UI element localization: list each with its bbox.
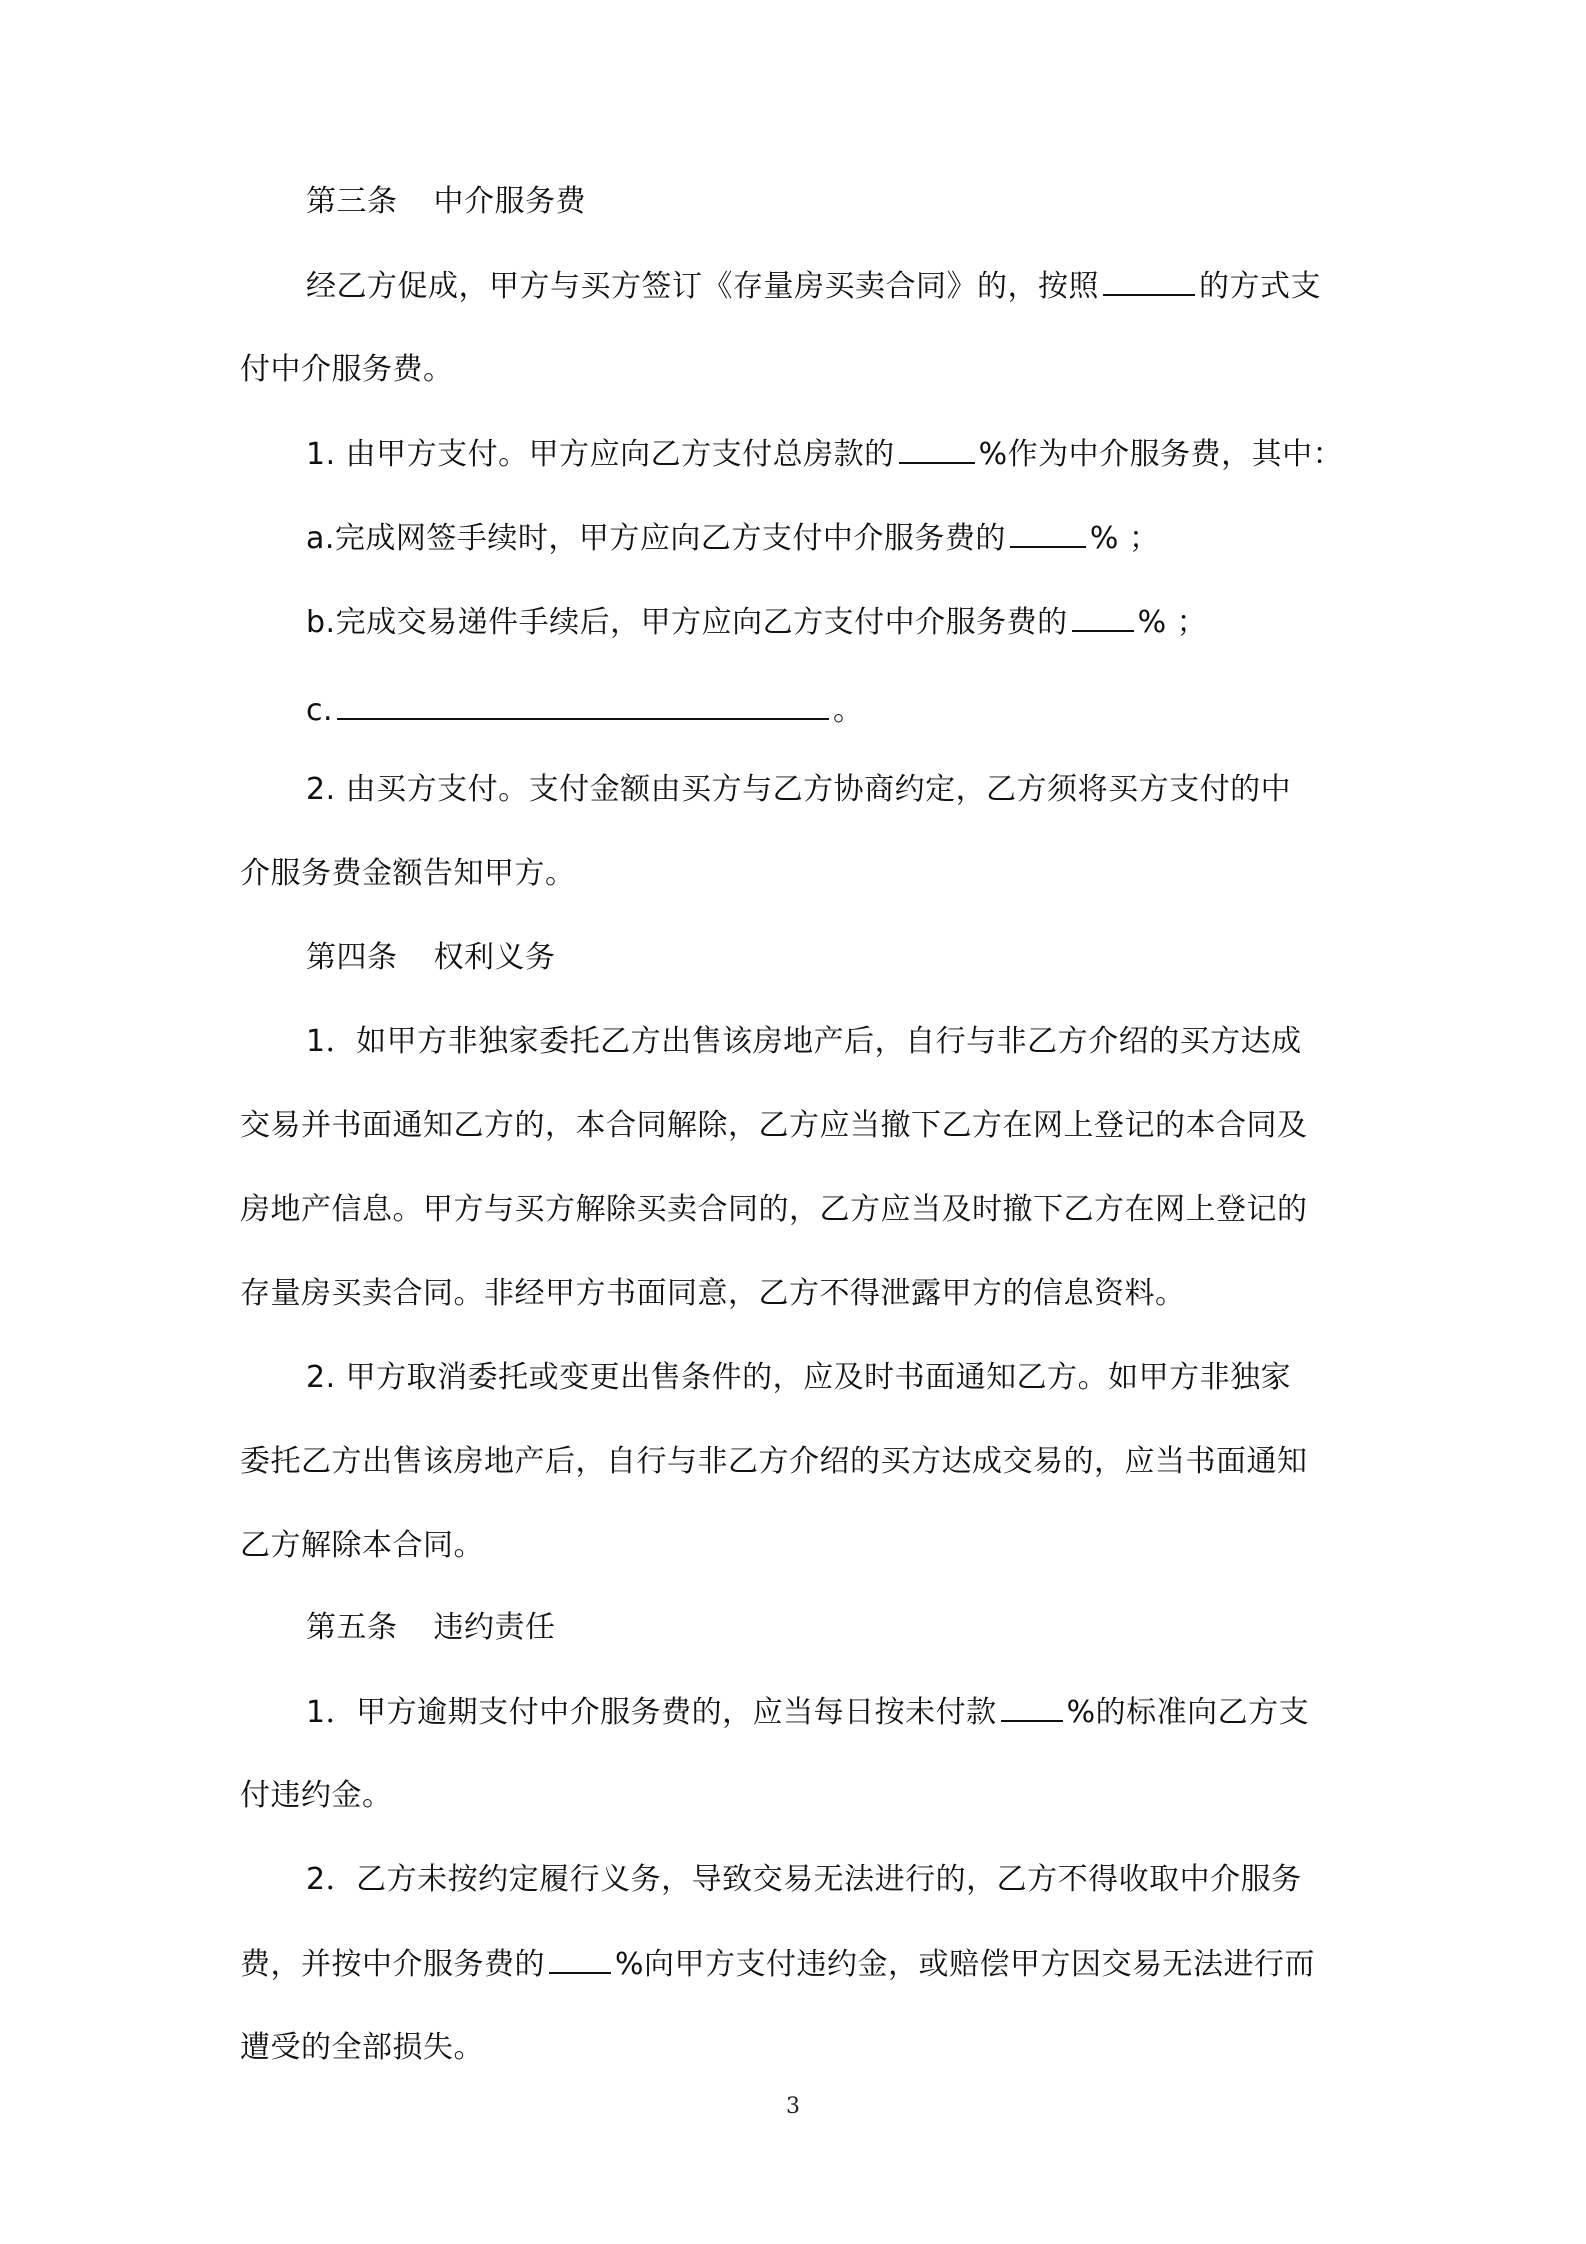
article4-item2-line2: 委托乙方出售该房地产后，自行与非乙方介绍的买方达成交易的，应当书面通知	[240, 1444, 1308, 1479]
text-segment: 1．甲方逾期支付中介服务费的，应当每日按未付款	[306, 1695, 997, 1730]
fill-blank-daily-percent	[1001, 1690, 1063, 1722]
text-segment: b.完成交易递件手续后，甲方应向乙方支付中介服务费的	[306, 605, 1068, 640]
text-segment: a.完成网签手续时，甲方应向乙方支付中介服务费的	[306, 521, 1006, 556]
text-segment: 的方式支	[1199, 269, 1321, 304]
text-segment: %向甲方支付违约金，或赔偿甲方因交易无法进行而	[615, 1947, 1316, 1982]
article5-item1-line1	[306, 1690, 1350, 1735]
fill-blank-a-percent	[1010, 516, 1086, 548]
article5-heading	[306, 1606, 1350, 1650]
fill-blank-b-percent	[1072, 600, 1134, 632]
article4-item1-line3: 房地产信息。甲方与买方解除买卖合同的，乙方应当及时撤下乙方在网上登记的	[240, 1192, 1308, 1227]
fill-blank-c	[337, 688, 829, 720]
article4-item2-line1: 2. 甲方取消委托或变更出售条件的，应及时书面通知乙方。如甲方非独家	[306, 1360, 1292, 1395]
text-segment: %的标准向乙方支	[1066, 1695, 1310, 1730]
article5-item2-line2	[240, 1942, 1350, 1987]
article3-item1	[306, 432, 1350, 477]
article3-item-a	[306, 516, 1350, 561]
article3-paragraph1-line1	[306, 264, 1350, 309]
article5-item2-line1: 2．乙方未按约定履行义务，导致交易无法进行的，乙方不得收取中介服务	[306, 1862, 1302, 1897]
article5-item2-line3: 遭受的全部损失。	[240, 2030, 484, 2065]
article4-item1-line4: 存量房买卖合同。非经甲方书面同意，乙方不得泄露甲方的信息资料。	[240, 1276, 1186, 1311]
article3-number: 第三条	[306, 184, 398, 219]
article3-item2-line2: 介服务费金额告知甲方。	[240, 856, 576, 891]
text-segment: 经乙方促成，甲方与买方签订《存量房买卖合同》的，按照	[306, 269, 1099, 304]
article3-heading	[306, 180, 1350, 224]
text-segment: %作为中介服务费，其中：	[978, 437, 1344, 472]
article3-item-b	[306, 600, 1350, 645]
article4-item1-line1: 1．如甲方非独家委托乙方出售该房地产后，自行与非乙方介绍的买方达成	[306, 1024, 1302, 1059]
article4-title: 权利义务	[433, 940, 556, 975]
text-segment: 费，并按中介服务费的	[240, 1947, 545, 1982]
text-segment: % ；	[1089, 521, 1160, 556]
article4-item1-line2: 交易并书面通知乙方的，本合同解除，乙方应当撤下乙方在网上登记的本合同及	[240, 1108, 1308, 1143]
article4-item2-line3: 乙方解除本合同。	[240, 1528, 484, 1563]
article5-number: 第五条	[306, 1610, 398, 1645]
article3-item2-line1: 2. 由买方支付。支付金额由买方与乙方协商约定，乙方须将买方支付的中	[306, 772, 1292, 807]
page-number: 3	[786, 2094, 800, 2119]
fill-blank-payment-method	[1103, 264, 1195, 296]
fill-blank-penalty-percent	[549, 1942, 611, 1974]
article5-item1-line2: 付违约金。	[240, 1778, 393, 1813]
article5-title: 违约责任	[433, 1610, 556, 1645]
text-segment: 。	[833, 693, 864, 728]
text-segment: % ；	[1137, 605, 1208, 640]
fill-blank-total-percent	[899, 432, 975, 464]
text-segment: 1. 由甲方支付。甲方应向乙方支付总房款的	[306, 437, 895, 472]
article4-heading	[306, 936, 1350, 980]
article3-paragraph1-line2: 付中介服务费。	[240, 352, 454, 387]
article4-number: 第四条	[306, 940, 398, 975]
text-segment: c.	[306, 693, 334, 728]
article3-item-c	[306, 688, 1350, 733]
article3-title: 中介服务费	[433, 184, 586, 219]
